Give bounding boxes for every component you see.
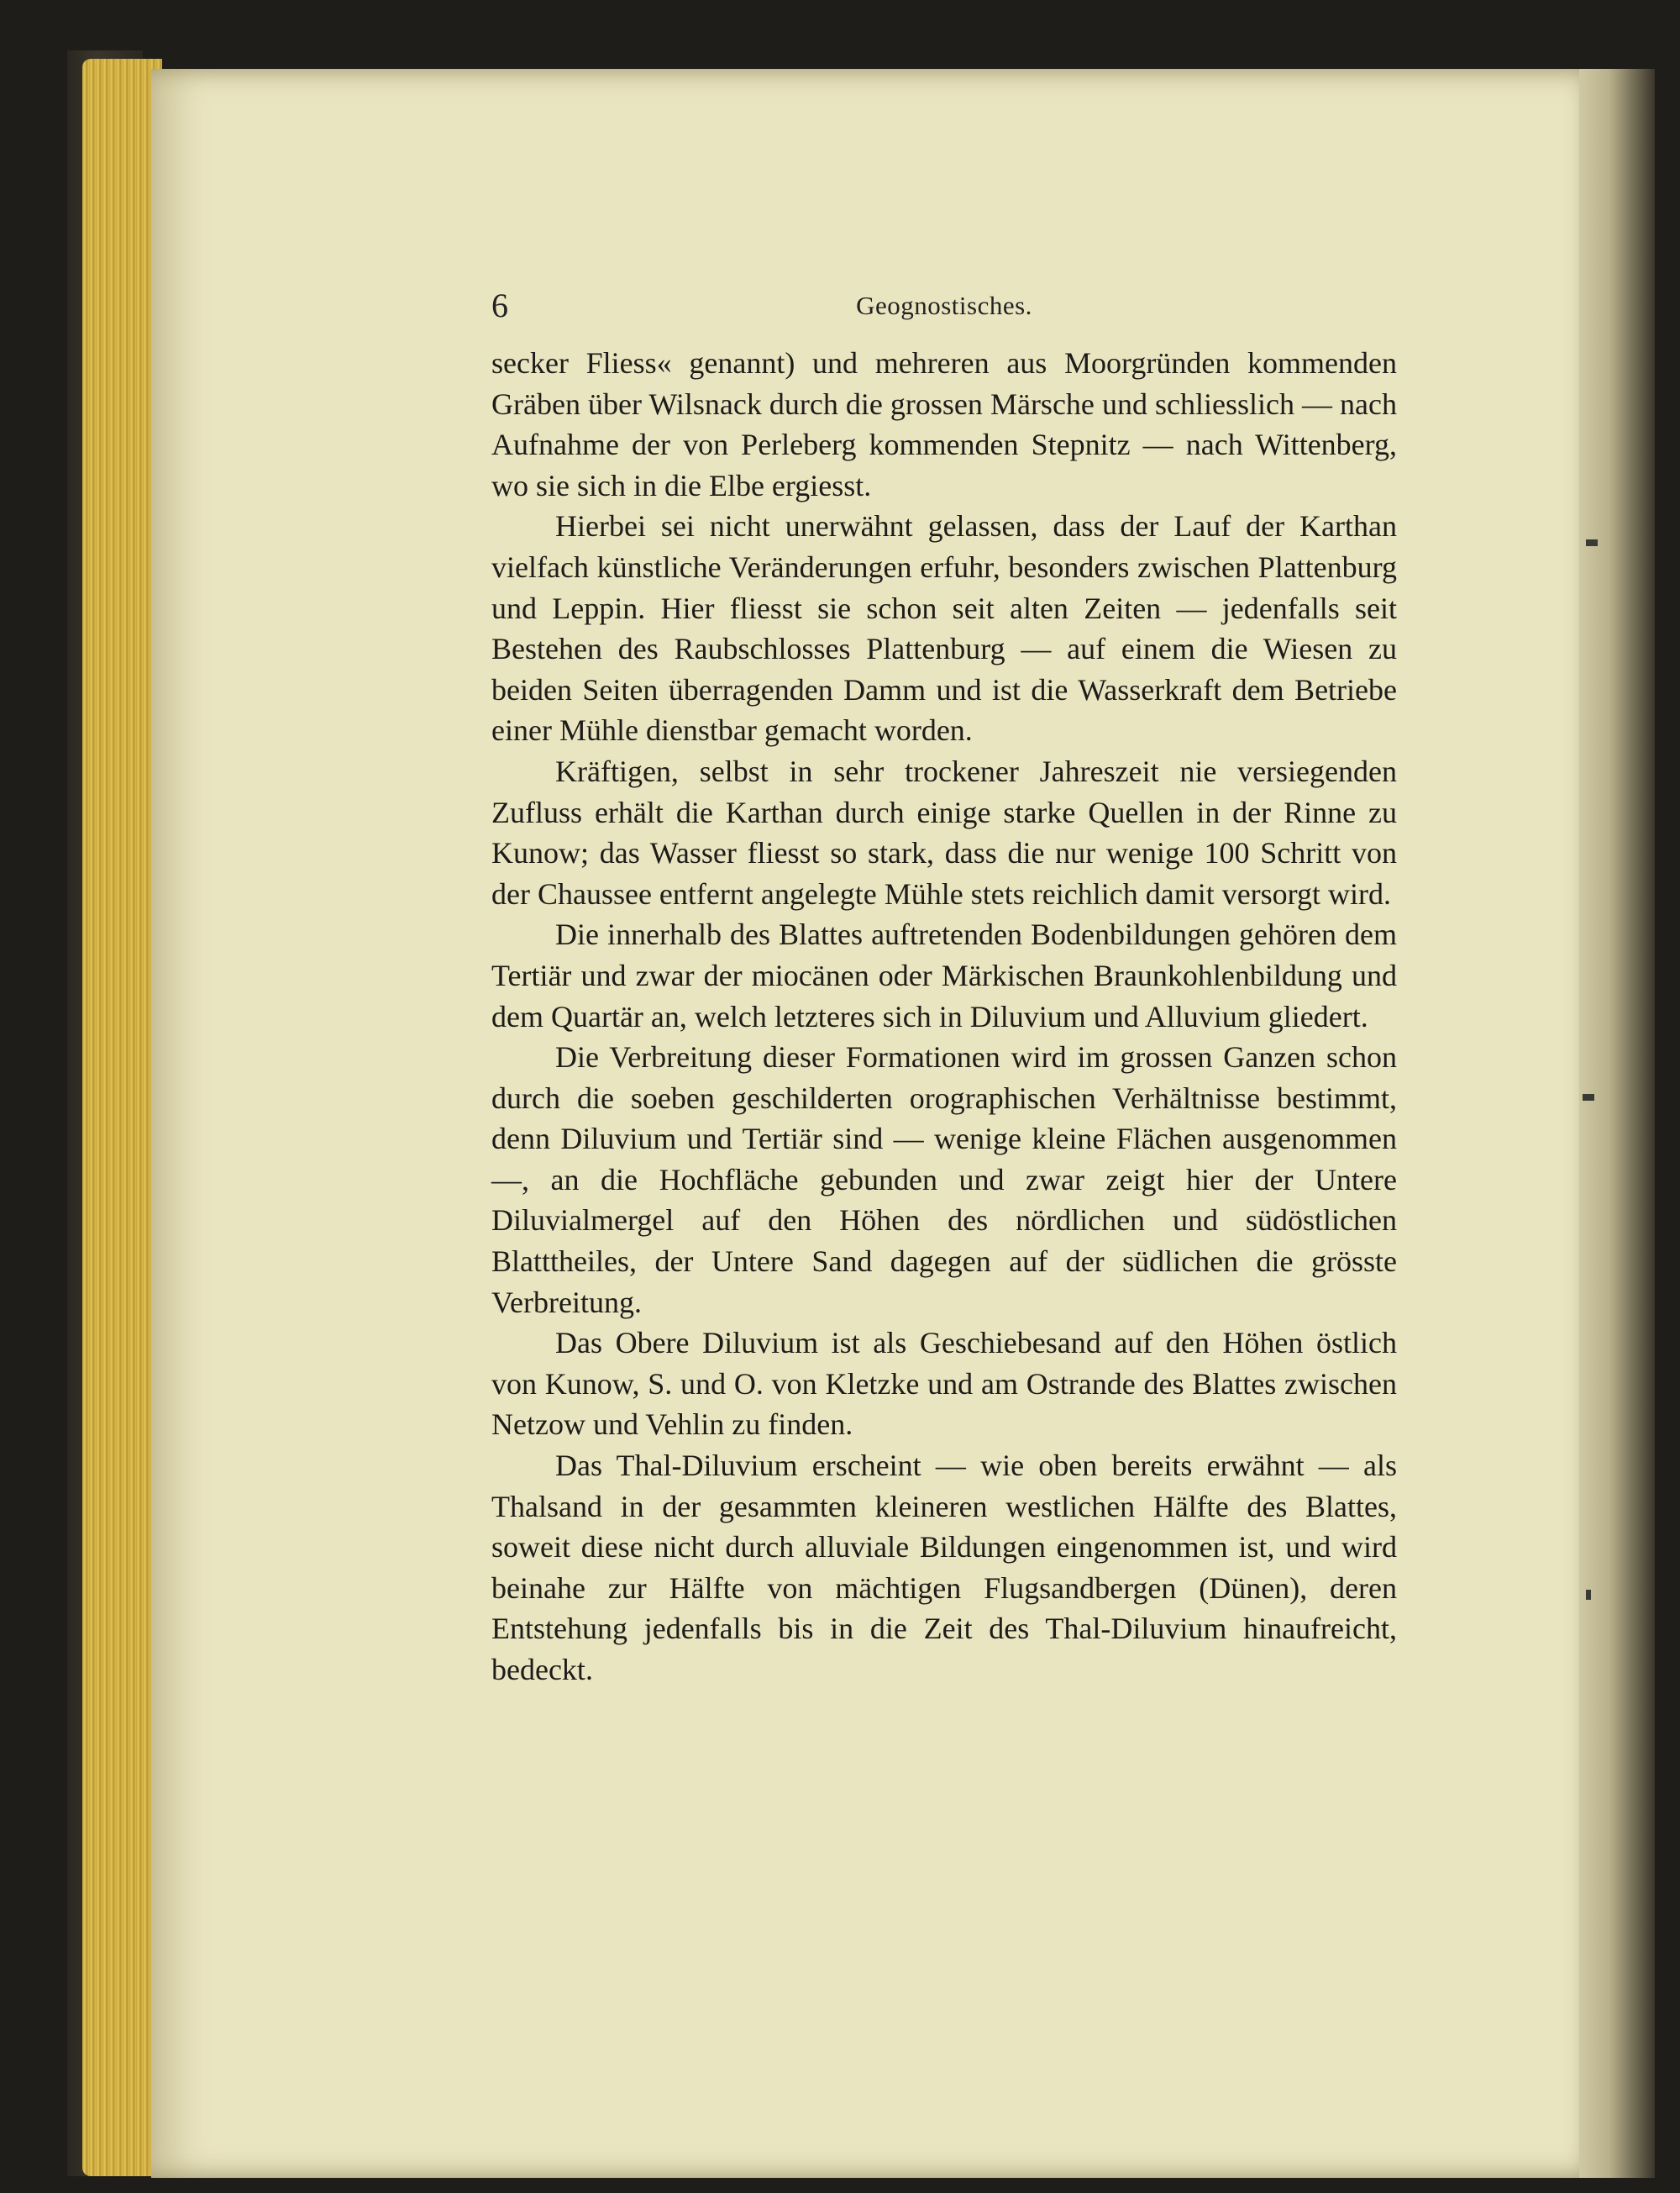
page-number: 6 bbox=[491, 287, 508, 324]
body-text bbox=[491, 343, 1397, 1691]
paragraph: Das Obere Diluvium ist als Geschiebesand auf den Höhen östlich von Kunow, S. und O. von Kletzke und am Ostrande des Blattes zwischen Netzow und Vehlin zu finden. bbox=[491, 1326, 1397, 1442]
paragraph: Kräftigen, selbst in sehr trockener Jahreszeit nie versiegenden Zufluss erhält die Karthan durch einige starke Quellen in der Rinne zu Kunow; das Wasser fliesst so stark, dass die nur wenige 100 Schritt von der Chaussee entfernt angelegte Mühle stets reichlich damit versorgt wird. bbox=[491, 754, 1397, 911]
paragraph: Hierbei sei nicht unerwähnt gelassen, dass der Lauf der Karthan vielfach künstliche Veränderungen erfuhr, besonders zwischen Plattenburg und Leppin. Hier fliesst sie schon seit alten Zeiten — jedenfalls seit Bestehen des Raubschlosses Plattenburg — auf einem die Wiesen zu beiden Seiten überragenden Damm und ist die Wasserkraft dem Betriebe einer Mühle dienstbar gemacht worden. bbox=[491, 509, 1397, 748]
margin-mark bbox=[1583, 1094, 1594, 1101]
margin-mark bbox=[1586, 539, 1598, 546]
page-fold-shadow bbox=[1579, 69, 1655, 2178]
page-header bbox=[491, 286, 1397, 336]
paragraph: Das Thal-Diluvium erscheint — wie oben bereits erwähnt — als Thalsand in der gesammten kleineren westlichen Hälfte des Blattes, soweit diese nicht durch alluviale Bildungen eingenommen ist, und wird beinahe zur Hälfte von mächtigen Flugsandbergen (Dünen), deren Entstehung jedenfalls bis in die Zeit des Thal-Diluvium hinaufreicht, bedeckt. bbox=[491, 1449, 1397, 1686]
page-edges bbox=[82, 59, 162, 2176]
running-title: Geognostisches. bbox=[856, 291, 1032, 320]
paragraph: Die Verbreitung dieser Formationen wird im grossen Ganzen schon durch die soeben geschilderten orographischen Verhältnisse bestimmt, denn Diluvium und Tertiär sind — wenige kleine Flächen ausgenommen —, an die Hochfläche gebunden und zwar zeigt hier der Untere Diluvialmergel auf den Höhen des nördlichen und südöstlichen Blatttheiles, der Untere Sand dagegen auf der südlichen die grösste Verbreitung. bbox=[491, 1040, 1397, 1319]
margin-mark bbox=[1586, 1590, 1591, 1600]
paragraph: Die innerhalb des Blattes auftretenden Bodenbildungen gehören dem Tertiär und zwar der miocänen oder Märkischen Braunkohlenbildung und dem Quartär an, welch letzteres sich in Diluvium und Alluvium gliedert. bbox=[491, 918, 1397, 1033]
paragraph: secker Fliess« genannt) und mehreren aus Moorgründen kommenden Gräben über Wilsnack durch die grossen Märsche und schliesslich — nach Aufnahme der von Perleberg kommenden Stepnitz — nach Wittenberg, wo sie sich in die Elbe ergiesst. bbox=[491, 346, 1397, 502]
